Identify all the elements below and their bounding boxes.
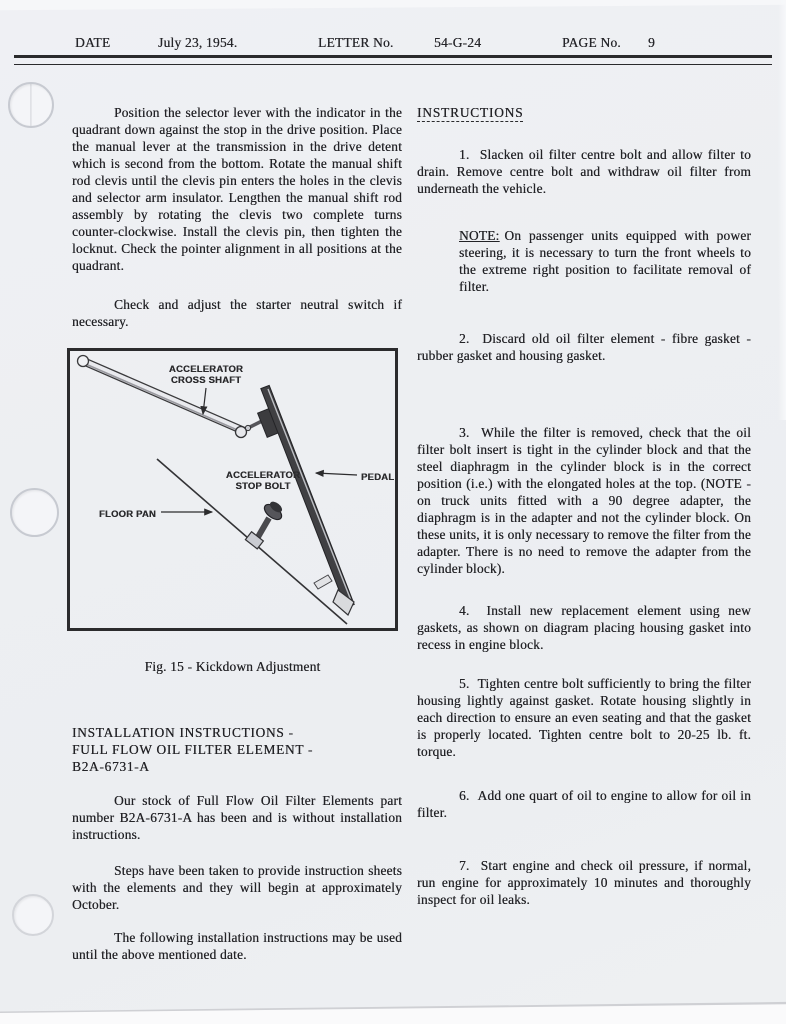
- stop-bolt-label: STOP BOLT: [235, 481, 291, 492]
- punch-hole-icon: [10, 488, 59, 537]
- instruction-step-2: 2. Discard old oil filter element - fibre gasket - rubber gasket and housing gasket.: [417, 331, 751, 363]
- cross-shaft-label: CROSS SHAFT: [170, 375, 242, 386]
- heading-line: B2A-6731-A: [72, 759, 150, 774]
- paragraph-following-instructions: The following installation instructions may be used until the above mentioned date.: [72, 930, 402, 962]
- installation-heading: [72, 724, 402, 775]
- instruction-step-4: 4. Install new replacement element using new gaskets, as shown on diagram placing housing gasket into recess in engine block.: [417, 603, 751, 652]
- kickdown-adjustment-figure: [67, 348, 398, 631]
- paragraph-steps-taken: Steps have been taken to provide instruction sheets with the elements and they will begin at approximately October.: [72, 863, 402, 912]
- pedal-support: [314, 575, 332, 589]
- scan-edge-right: [778, 0, 786, 420]
- header-letter-label: LETTER No.: [318, 35, 394, 50]
- pedal-heel-pad: [333, 590, 354, 615]
- left-column: [72, 104, 402, 963]
- punch-hole-icon: [12, 894, 54, 936]
- pedal-label: PEDAL: [361, 472, 395, 483]
- punch-hole-icon: [8, 82, 54, 128]
- clevis-joint: [236, 420, 265, 438]
- header-letter-value: 54-G-24: [434, 35, 482, 50]
- note-block: [459, 227, 751, 295]
- instruction-step-7: 7. Start engine and check oil pressure, if normal, run engine for approximately 10 minutes and thoroughly inspect for oil leaks.: [417, 858, 751, 907]
- figure-caption: Fig. 15 - Kickdown Adjustment: [144, 659, 321, 674]
- instructions-heading-text: INSTRUCTIONS: [417, 105, 524, 120]
- heading-line: INSTALLATION INSTRUCTIONS -: [72, 725, 294, 740]
- pedal: [261, 385, 354, 607]
- heading-line: FULL FLOW OIL FILTER ELEMENT -: [72, 742, 314, 757]
- header-date-label: DATE: [75, 35, 111, 50]
- instruction-step-5: 5. Tighten centre bolt sufficiently to bring the filter housing lightly against gasket. Rotate housing slightly in each direction to ensure an even seating and that the gasket is properly located. Tighten centre bolt to 20-25 lb. ft. torque.: [417, 676, 751, 759]
- scan-edge-top: [0, 0, 786, 12]
- paragraph-our-stock: Our stock of Full Flow Oil Filter Elements part number B2A-6731-A has been and is without installation instructions.: [72, 793, 402, 842]
- instruction-step-3: 3. While the filter is removed, check that the oil filter bolt insert is tight in the cylinder block and that the steel diaphragm in the cylinder block is in the correct position (i.e.) with the elongated holes at the top. (NOTE - on truck units fitted with a 90 degree adapter, the diaphragm is in the adapter and not the cylinder block. On these units, it is only necessary to remove the filter from the adapter. There is no need to remove the adapter from the cylinder block).: [417, 425, 751, 576]
- header-rule: [14, 55, 772, 65]
- kickdown-diagram: [70, 351, 395, 628]
- note-text: On passenger units equipped with power steering, it is necessary to turn the front wheels to the extreme right position to facilitate removal of filter.: [459, 228, 751, 294]
- header-page-label: PAGE No.: [562, 35, 621, 50]
- instruction-step-6: 6. Add one quart of oil to engine to allow for oil in filter.: [417, 788, 751, 820]
- instructions-heading: [417, 104, 751, 121]
- stop-bolt-label: ACCELERATOR: [225, 470, 301, 481]
- right-column: [417, 104, 751, 908]
- paragraph-starter-switch: Check and adjust the starter neutral switch if necessary.: [72, 297, 402, 329]
- stop-bolt: [245, 500, 284, 549]
- header-date-value: July 23, 1954.: [158, 35, 238, 50]
- header-page-value: 9: [648, 35, 655, 50]
- note-label: NOTE:: [459, 228, 500, 243]
- instruction-step-1: 1. Slacken oil filter centre bolt and allow filter to drain. Remove centre bolt and withdraw oil filter from underneath the vehicle.: [417, 147, 751, 196]
- cross-shaft-label: ACCELERATOR: [168, 364, 244, 375]
- floor-pan-label: FLOOR PAN: [98, 509, 156, 520]
- paragraph-selector-lever: Position the selector lever with the indicator in the quadrant down against the stop in the drive position. Place the manual lever at the transmission in the drive detent which is second from the bottom. Rotate the manual shift rod clevis until the clevis pin enters the holes in the clevis and selector arm insulator. Lengthen the manual shift rod assembly by rotating the clevis two complete turns counter-clockwise. Install the clevis pin, then tighten the locknut. Check the pointer alignment in all positions at the quadrant.: [72, 105, 402, 273]
